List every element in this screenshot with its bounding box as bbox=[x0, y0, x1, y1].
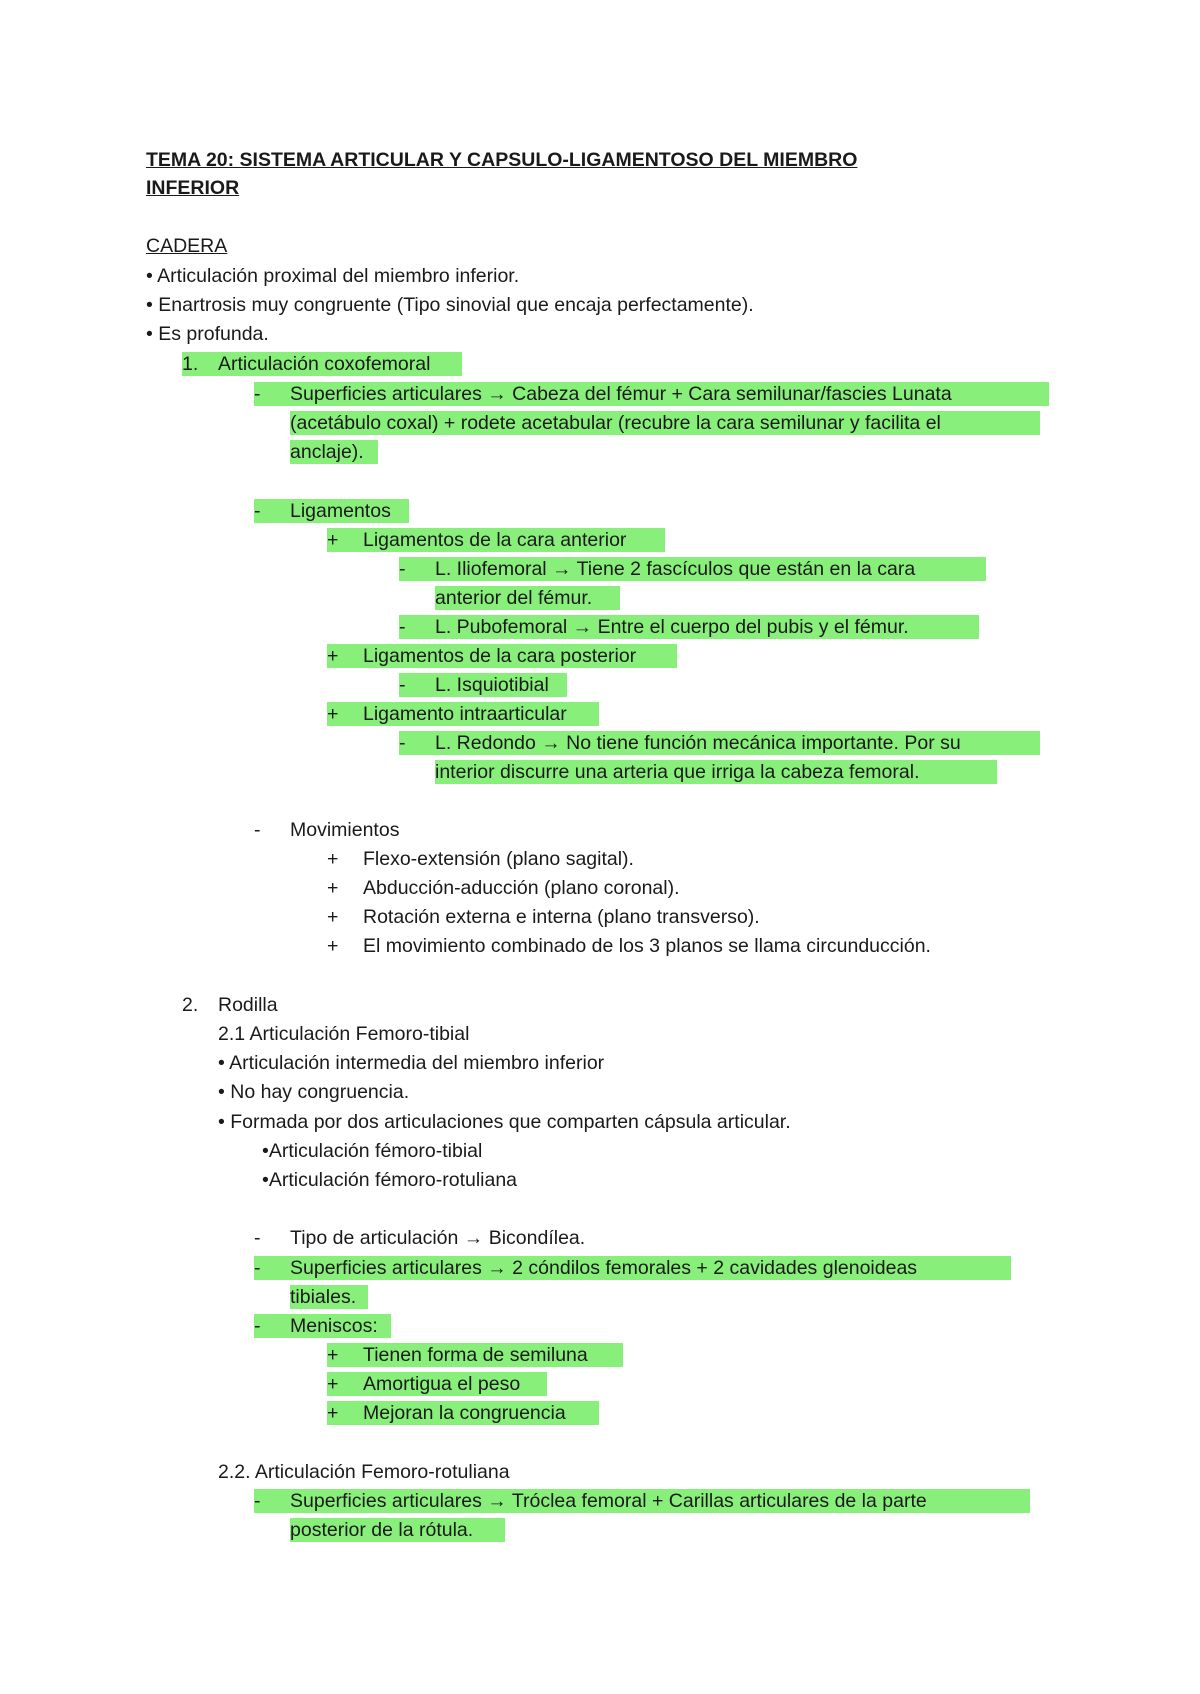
bullet-text: Articulación intermedia del miembro inferior bbox=[229, 1052, 605, 1074]
sub-bullet-item bbox=[262, 1168, 517, 1192]
list-item-lig-posterior bbox=[327, 644, 677, 668]
bullet-item bbox=[146, 264, 519, 288]
plus-marker: + bbox=[327, 877, 339, 899]
list-text: Ligamentos de la cara posterior bbox=[363, 645, 637, 667]
dash-marker: - bbox=[254, 1257, 261, 1279]
dash-marker: - bbox=[254, 383, 261, 405]
list-item-redondo bbox=[399, 731, 1040, 755]
bullet-marker: • bbox=[218, 1081, 225, 1103]
list-text: Ligamentos bbox=[290, 500, 391, 522]
list-item-menisco bbox=[327, 1343, 623, 1367]
bullet-item bbox=[146, 322, 269, 346]
bullet-item bbox=[218, 1051, 604, 1075]
list-text-continuation: interior discurre una arteria que irriga la cabeza femoral. bbox=[435, 760, 997, 784]
list-text: L. Isquiotibial bbox=[435, 674, 549, 696]
bullet-text: No hay congruencia. bbox=[230, 1081, 410, 1103]
plus-marker: + bbox=[327, 848, 339, 870]
dash-marker: - bbox=[254, 1315, 261, 1337]
bullet-marker: • bbox=[146, 323, 153, 345]
bullet-marker: • bbox=[218, 1052, 225, 1074]
bullet-text: Enartrosis muy congruente (Tipo sinovial que encaja perfectamente). bbox=[158, 294, 754, 316]
dash-marker: - bbox=[399, 558, 406, 580]
bullet-text: Formada por dos articulaciones que comparten cápsula articular. bbox=[230, 1111, 791, 1133]
list-item-lig-intraarticular bbox=[327, 702, 599, 726]
list-item-isquiotibial bbox=[399, 673, 567, 697]
document-title-line-1: TEMA 20: SISTEMA ARTICULAR Y CAPSULO-LIGAMENTOSO DEL MIEMBRO bbox=[146, 149, 858, 171]
list-text: L. Pubofemoral → Entre el cuerpo del pubis y el fémur. bbox=[435, 616, 909, 638]
list-text: Abducción-aducción (plano coronal). bbox=[363, 877, 680, 899]
numbered-heading-rodilla bbox=[182, 993, 278, 1017]
list-item-ligamentos bbox=[254, 499, 409, 523]
list-item-movement bbox=[327, 905, 760, 929]
list-item-pubofemoral bbox=[399, 615, 979, 639]
plus-marker: + bbox=[327, 645, 339, 667]
document-title-line-2: INFERIOR bbox=[146, 177, 240, 199]
subheading-femoro-rotuliana: 2.2. Articulación Femoro-rotuliana bbox=[218, 1461, 510, 1483]
list-text: El movimiento combinado de los 3 planos se llama circunducción. bbox=[363, 935, 931, 957]
plus-marker: + bbox=[327, 1344, 339, 1366]
bullet-text: Articulación fémoro-tibial bbox=[268, 1140, 483, 1162]
dash-marker: - bbox=[254, 500, 261, 522]
bullet-marker: • bbox=[146, 294, 153, 316]
list-text: L. Iliofemoral → Tiene 2 fascículos que están en la cara bbox=[435, 558, 916, 580]
bullet-text: Articulación fémoro-rotuliana bbox=[268, 1169, 518, 1191]
list-text: Superficies articulares → 2 cóndilos femorales + 2 cavidades glenoideas bbox=[290, 1257, 918, 1279]
bullet-marker: • bbox=[262, 1140, 269, 1162]
dash-marker: - bbox=[399, 616, 406, 638]
plus-marker: + bbox=[327, 1373, 339, 1395]
list-item-movement bbox=[327, 847, 634, 871]
list-text-continuation: posterior de la rótula. bbox=[290, 1518, 505, 1542]
list-item-iliofemoral bbox=[399, 557, 986, 581]
list-text: Rotación externa e interna (plano transverso). bbox=[363, 906, 760, 928]
bullet-item bbox=[146, 293, 754, 317]
list-label: Articulación coxofemoral bbox=[218, 353, 431, 375]
list-item-menisco bbox=[327, 1401, 599, 1425]
bullet-text: Es profunda. bbox=[158, 323, 269, 345]
list-item-meniscos bbox=[254, 1314, 391, 1338]
bullet-marker: • bbox=[146, 265, 153, 287]
list-text: Ligamento intraarticular bbox=[363, 703, 567, 725]
numbered-heading-coxofemoral bbox=[182, 352, 462, 376]
list-text: Amortigua el peso bbox=[363, 1373, 521, 1395]
list-text: Flexo-extensión (plano sagital). bbox=[363, 848, 634, 870]
list-item-movimientos bbox=[254, 818, 399, 842]
list-label: Rodilla bbox=[218, 994, 278, 1016]
bullet-marker: • bbox=[218, 1111, 225, 1133]
list-item-superficies-rodilla bbox=[254, 1256, 1011, 1280]
bullet-item bbox=[218, 1110, 791, 1134]
bullet-text: Articulación proximal del miembro inferior. bbox=[157, 265, 520, 287]
list-item-tipo bbox=[254, 1226, 585, 1250]
list-text: Tienen forma de semiluna bbox=[363, 1344, 588, 1366]
list-text-continuation: anclaje). bbox=[290, 440, 378, 464]
list-item-superficies-rotuliana bbox=[254, 1489, 1030, 1513]
list-text: Ligamentos de la cara anterior bbox=[363, 529, 627, 551]
plus-marker: + bbox=[327, 1402, 339, 1424]
dash-marker: - bbox=[254, 1490, 261, 1512]
dash-marker: - bbox=[254, 1227, 261, 1249]
plus-marker: + bbox=[327, 529, 339, 551]
list-text: Meniscos: bbox=[290, 1315, 378, 1337]
list-text: Movimientos bbox=[290, 819, 400, 841]
list-number: 2. bbox=[182, 994, 199, 1016]
plus-marker: + bbox=[327, 935, 339, 957]
subheading-femoro-tibial: 2.1 Articulación Femoro-tibial bbox=[218, 1023, 470, 1045]
bullet-item bbox=[218, 1080, 409, 1104]
list-number: 1. bbox=[182, 353, 199, 375]
list-item-superficies bbox=[254, 382, 1049, 406]
plus-marker: + bbox=[327, 906, 339, 928]
list-item-lig-anterior bbox=[327, 528, 665, 552]
list-text: Superficies articulares → Tróclea femoral + Carillas articulares de la parte bbox=[290, 1490, 927, 1512]
list-text: L. Redondo → No tiene función mecánica importante. Por su bbox=[435, 732, 961, 754]
list-text-continuation: (acetábulo coxal) + rodete acetabular (recubre la cara semilunar y facilita el bbox=[290, 411, 1040, 435]
list-item-movement bbox=[327, 876, 680, 900]
list-text: Superficies articulares → Cabeza del fémur + Cara semilunar/fascies Lunata bbox=[290, 383, 952, 405]
dash-marker: - bbox=[399, 674, 406, 696]
bullet-marker: • bbox=[262, 1169, 269, 1191]
sub-bullet-item bbox=[262, 1139, 482, 1163]
dash-marker: - bbox=[254, 819, 261, 841]
list-item-movement bbox=[327, 934, 931, 958]
list-text-continuation: anterior del fémur. bbox=[435, 586, 620, 610]
plus-marker: + bbox=[327, 703, 339, 725]
list-item-menisco bbox=[327, 1372, 547, 1396]
list-text-continuation: tibiales. bbox=[290, 1285, 368, 1309]
dash-marker: - bbox=[399, 732, 406, 754]
section-heading-cadera: CADERA bbox=[146, 235, 228, 257]
list-text: Tipo de articulación → Bicondílea. bbox=[290, 1227, 586, 1249]
list-text: Mejoran la congruencia bbox=[363, 1402, 566, 1424]
